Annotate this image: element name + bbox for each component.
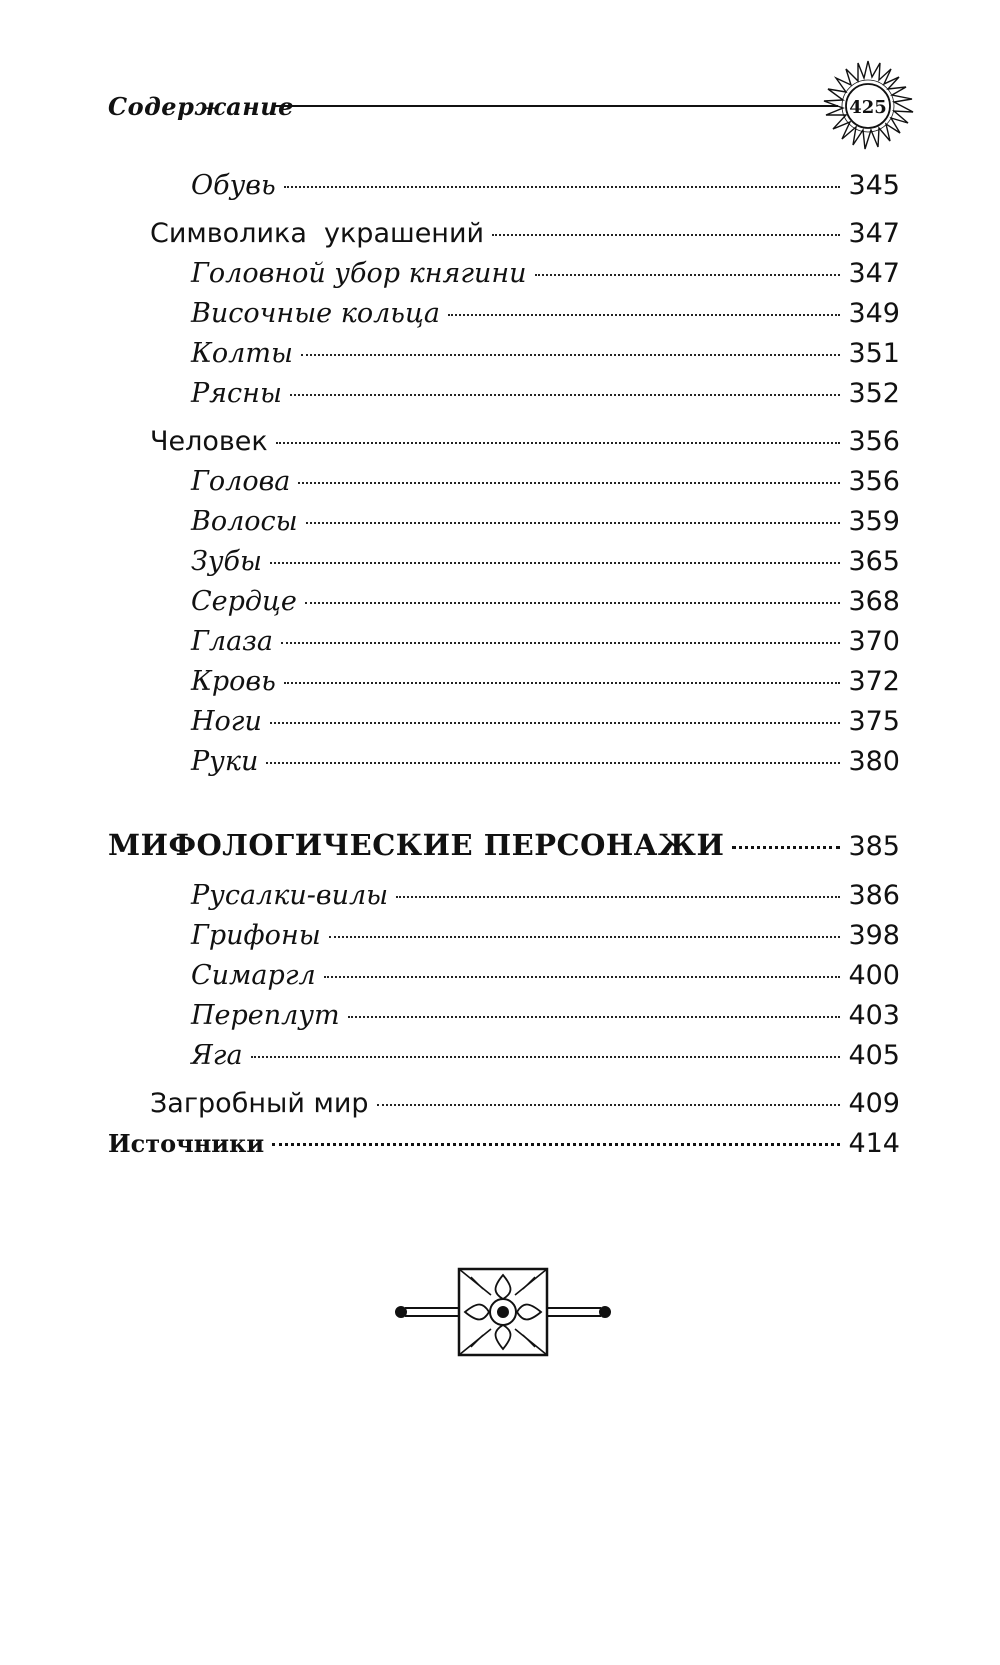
toc-entry-title: Переплут	[191, 1000, 340, 1031]
toc-entry-title: Височные кольца	[191, 298, 440, 329]
toc-entry	[108, 746, 900, 786]
dot-leader	[396, 896, 840, 898]
toc-entry	[108, 1000, 900, 1040]
toc-entry	[108, 586, 900, 626]
toc-entry-title: Зубы	[191, 546, 262, 577]
toc-entry-page: 365	[848, 546, 900, 577]
dot-leader	[348, 1016, 841, 1018]
toc-entry	[108, 1088, 900, 1128]
toc-entry-title: Симаргл	[191, 960, 316, 991]
table-of-contents	[108, 170, 900, 1168]
toc-entry-title: Загробный мир	[150, 1088, 369, 1119]
toc-entry-title: Колты	[191, 338, 293, 369]
toc-entry-page: 398	[848, 920, 900, 951]
toc-entry-page: 351	[848, 338, 900, 369]
toc-entry	[108, 666, 900, 706]
toc-entry-page: 347	[848, 218, 900, 249]
toc-entry-title: Руки	[191, 746, 259, 777]
toc-entry-page: 372	[848, 666, 900, 697]
dot-leader	[448, 314, 841, 316]
toc-entry-page: 409	[848, 1088, 900, 1119]
dot-leader	[272, 1143, 840, 1146]
toc-entry-page: 352	[848, 378, 900, 409]
toc-entry	[108, 626, 900, 666]
dot-leader	[251, 1056, 841, 1058]
dot-leader	[492, 234, 840, 236]
floral-ornament-icon	[393, 1265, 613, 1360]
running-header	[108, 62, 918, 152]
toc-entry-title: Глаза	[191, 626, 273, 657]
toc-entry-page: 380	[848, 746, 900, 777]
toc-entry-page: 356	[848, 466, 900, 497]
toc-entry	[108, 1040, 900, 1080]
toc-entry	[108, 218, 900, 258]
toc-entry	[108, 880, 900, 920]
toc-entry-page: 370	[848, 626, 900, 657]
toc-entry-title: Ноги	[191, 706, 262, 737]
dot-leader	[324, 976, 841, 978]
dot-leader	[298, 482, 840, 484]
dot-leader	[301, 354, 841, 356]
page-number: 425	[849, 96, 887, 118]
toc-entry-page: 403	[848, 1000, 900, 1031]
toc-entry	[108, 706, 900, 746]
dot-leader	[329, 936, 841, 938]
dot-leader	[284, 186, 841, 188]
toc-entry-page: 347	[848, 258, 900, 289]
toc-entry-title: Русалки-вилы	[191, 880, 389, 911]
toc-entry-title: Волосы	[191, 506, 298, 537]
toc-entry-page: 349	[848, 298, 900, 329]
dot-leader	[276, 442, 841, 444]
toc-entry-page: 345	[848, 170, 900, 201]
toc-entry-title: Головной убор княгини	[191, 258, 527, 289]
toc-entry	[108, 426, 900, 466]
toc-entry-title: Обувь	[191, 170, 276, 201]
toc-entry-title: Кровь	[191, 666, 276, 697]
toc-entry	[108, 378, 900, 418]
toc-entry-page: 368	[848, 586, 900, 617]
toc-entry-page: 414	[848, 1128, 900, 1159]
toc-entry-page: 405	[848, 1040, 900, 1071]
header-title: Содержание	[108, 92, 294, 121]
toc-entry	[108, 920, 900, 960]
toc-entry-title: Символика украшений	[150, 218, 485, 249]
toc-entry-page: 400	[848, 960, 900, 991]
dot-leader	[270, 562, 840, 564]
dot-leader	[266, 762, 840, 764]
toc-entry	[108, 170, 900, 210]
toc-entry	[108, 338, 900, 378]
toc-entry-page: 359	[848, 506, 900, 537]
toc-entry	[108, 298, 900, 338]
toc-entry-title: Рясны	[191, 378, 282, 409]
dot-leader	[535, 274, 841, 276]
header-rule	[273, 105, 838, 107]
dot-leader	[290, 394, 841, 396]
toc-entry	[108, 258, 900, 298]
toc-entry	[108, 506, 900, 546]
toc-entry-title: Голова	[191, 466, 291, 497]
toc-entry-page: 386	[848, 880, 900, 911]
sun-ornament-icon	[818, 57, 918, 157]
toc-entry-title: МИФОЛОГИЧЕСКИЕ ПЕРСОНАЖИ	[108, 828, 725, 862]
toc-entry	[108, 960, 900, 1000]
dot-leader	[377, 1104, 841, 1106]
toc-entry-title: Сердце	[191, 586, 297, 617]
dot-leader	[270, 722, 841, 724]
toc-entry-title: Яга	[191, 1040, 243, 1071]
dot-leader	[306, 522, 841, 524]
toc-entry	[108, 1128, 900, 1168]
toc-entry	[108, 466, 900, 506]
toc-entry-page: 375	[848, 706, 900, 737]
toc-section-heading	[108, 828, 900, 868]
dot-leader	[305, 602, 841, 604]
toc-entry-page: 385	[848, 831, 900, 862]
toc-entry	[108, 546, 900, 586]
dot-leader	[284, 682, 841, 684]
toc-entry-title: Человек	[150, 426, 268, 457]
dot-leader	[732, 846, 840, 849]
toc-entry-title: Грифоны	[191, 920, 321, 951]
toc-entry-title: Источники	[108, 1129, 265, 1158]
toc-entry-page: 356	[848, 426, 900, 457]
dot-leader	[281, 642, 840, 644]
